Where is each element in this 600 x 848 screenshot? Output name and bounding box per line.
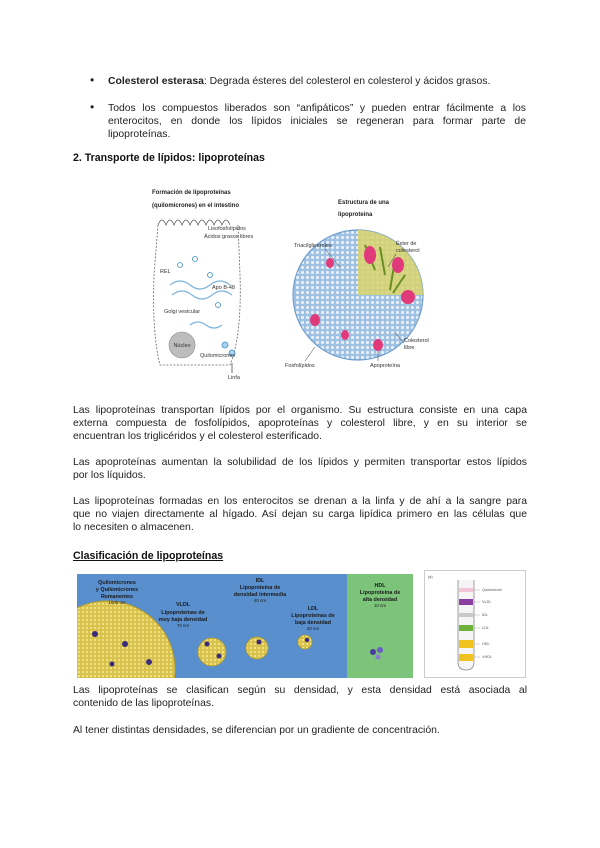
- paragraph-line: contenido de las lipoproteínas.: [73, 698, 214, 709]
- bullet-2-line: Todos los compuestos liberados son “anfipáticos” y pueden entrar fácilmente a los: [108, 103, 526, 114]
- figure-density-gradient: [424, 570, 526, 678]
- apoprotein-blob: [326, 258, 334, 268]
- idl-label-3: densidad intermedia: [233, 592, 287, 598]
- label-acidos-grasos: Ácidos grasos libres: [204, 234, 254, 240]
- apoprotein-blob: [392, 257, 404, 273]
- hdl-label-1: HDL: [374, 583, 386, 589]
- band-idl: [459, 613, 473, 617]
- vldl-label-1: VLDL: [175, 602, 191, 608]
- fig1-left-title-2: (quilomicrones) en el intestino: [152, 203, 240, 209]
- label-quilomicrones: Quilomicrones: [200, 353, 236, 359]
- paragraph-apoproteinas: [73, 456, 527, 482]
- paragraph-line: Las lipoproteínas formadas en los enterocitos se drenan a la linfa y de ahí a la sangre para: [73, 496, 527, 507]
- lipid-droplet: [178, 263, 183, 268]
- bullet-2-line: enterocitos, en donde los lípidos iniciales se regeneran para formar parte de: [108, 116, 526, 127]
- label-colesterol-libre-1: Colesterol: [404, 338, 429, 344]
- label-triacilgliceroles: Triacilgliceroles: [294, 243, 332, 249]
- apoprotein-blob: [310, 314, 320, 326]
- apoprotein-dot: [305, 638, 309, 642]
- apoprotein-dot: [146, 659, 152, 665]
- figure-lipoprotein-formation-structure: [150, 185, 455, 380]
- band-label-ldl: LDL: [482, 626, 489, 630]
- label-apo-b48: Apo B-48: [212, 285, 235, 291]
- tube-tag: (a): [428, 575, 433, 579]
- idl-sphere: [246, 637, 268, 659]
- paragraph-line: encuentran los triglicéridos y el colesterol esterificado.: [73, 431, 322, 442]
- apoprotein-blob: [373, 339, 383, 351]
- band-quilomicron: [459, 588, 473, 592]
- lipid-droplet: [216, 303, 221, 308]
- hdl-size: 10 nm: [373, 603, 387, 608]
- bullet-1: [108, 75, 538, 88]
- fig1-left-title-1: Formación de lipoproteínas: [152, 190, 231, 196]
- band-label-vldl: VLDL: [482, 600, 492, 604]
- enterocyte-diagram: [152, 190, 253, 380]
- lipoprotein-structure: [285, 200, 429, 369]
- paragraph-line: Las lipoproteínas transportan lípidos por el organismo. Su estructura consiste en una capa: [73, 405, 527, 416]
- term-colesterol-esterasa: Colesterol esterasa: [108, 76, 204, 87]
- band-vhdl: [459, 654, 473, 661]
- band-label-quilomicron: Quilomicrón: [482, 588, 503, 592]
- vldl-sphere: [198, 638, 226, 666]
- section-heading-clasificacion: Clasificación de lipoproteínas: [73, 550, 224, 562]
- figure-lipoprotein-classes: [77, 574, 413, 678]
- paragraph-line: que no viajen directamente al hígado. Así dejan su carga lipídica primero en las células que: [73, 509, 527, 520]
- hdl-label-3: alta densidad: [362, 597, 398, 603]
- ldl-label-2: Lipoproteínas de: [291, 613, 335, 619]
- paragraph-enterocitos: [73, 495, 527, 534]
- band-label-vhdl: VHDL: [482, 655, 493, 659]
- leader-line: [305, 347, 315, 361]
- quilo-size: 1000 nm: [108, 600, 126, 605]
- bullet-marker: •: [90, 73, 95, 87]
- paragraph-estructura: [73, 404, 527, 443]
- section-heading-transporte: 2. Transporte de lípidos: lipoproteínas: [73, 152, 265, 164]
- hdl-label-2: Lipoproteína de: [359, 590, 401, 596]
- lipid-droplet: [193, 257, 198, 262]
- label-ester-colesterol-2: colesterol: [396, 248, 420, 254]
- label-lisofosfolipidos: Lisofosfolípidos: [208, 226, 246, 232]
- idl-size: 40 nm: [253, 598, 267, 603]
- idl-label-1: IDL: [255, 578, 265, 584]
- band-label-hdl: HDL: [482, 642, 490, 646]
- paragraph-line: lo necesiten o almacenen.: [73, 522, 194, 533]
- quilo-label-3: Remanentes: [100, 594, 134, 600]
- apoprotein-dot: [205, 642, 210, 647]
- label-linfa: Linfa: [228, 375, 240, 380]
- ldl-size: 20 nm: [306, 626, 320, 631]
- band-hdl: [459, 640, 473, 648]
- vldl-label-2: Lipoproteínas de: [161, 610, 205, 616]
- tube-frame: [425, 571, 526, 678]
- label-rel: REL: [160, 269, 171, 275]
- lipid-droplet: [208, 273, 213, 278]
- label-apoproteina: Apoproteína: [370, 363, 400, 369]
- bullet-1-text: : Degrada ésteres del colesterol en colesterol y ácidos grasos.: [203, 76, 491, 87]
- nucleus-label: Núcleo: [173, 343, 191, 349]
- bullet-2-line: lipoproteínas.: [108, 129, 171, 140]
- er-membrane: [172, 291, 232, 299]
- apoprotein-blob: [401, 290, 415, 304]
- paragraph-densidad: [73, 684, 527, 710]
- paragraph-line: por los líquidos.: [73, 470, 146, 481]
- bullet-2: [108, 102, 526, 141]
- ldl-label-1: LDL: [307, 606, 319, 612]
- band-label-idl: IDL: [482, 613, 488, 617]
- paragraph-line: Las lipoproteínas se clasifican según su densidad, y esta densidad está asociada al: [73, 685, 527, 696]
- apoprotein-dot: [257, 640, 262, 645]
- paragraph-gradiente: [73, 724, 527, 737]
- label-colesterol-libre-2: libre: [404, 345, 415, 351]
- label-golgi: Golgi vesicular: [164, 309, 201, 315]
- chylomicron-droplet: [222, 342, 228, 348]
- bullet-marker: •: [90, 100, 95, 114]
- quilo-label-2: y Quilomicrones: [95, 587, 139, 593]
- vldl-label-3: muy baja densidad: [158, 617, 208, 623]
- label-ester-colesterol-1: Éster de: [396, 241, 417, 247]
- band-vldl: [459, 599, 473, 605]
- apoprotein-dot: [92, 631, 98, 637]
- golgi-membrane: [190, 322, 222, 328]
- apoprotein-dot: [110, 662, 115, 667]
- paragraph-line: Las apoproteínas aumentan la solubilidad de los lípidos y permiten transportar estos lípidos: [73, 457, 527, 468]
- fig1-right-title-2: lipoproteína: [338, 212, 373, 218]
- idl-label-2: Lipoproteína de: [239, 585, 281, 591]
- microvilli: [158, 220, 230, 225]
- quilo-label-1: Quilomicrones: [98, 580, 136, 586]
- apoprotein-blob: [341, 330, 349, 340]
- apoprotein-dot: [122, 641, 128, 647]
- band-ldl: [459, 625, 473, 631]
- fig1-right-title-1: Estructura de una: [338, 200, 390, 206]
- label-fosfolipidos: Fosfolípidos: [285, 363, 315, 369]
- ldl-sphere: [298, 635, 312, 649]
- apoprotein-blob: [364, 246, 376, 264]
- apoprotein-dot: [217, 654, 222, 659]
- paragraph-line: externa compuesta de fosfolípidos, apoproteínas y colesterol libre, y en su interior se: [73, 418, 527, 429]
- ldl-label-3: baja densidad: [295, 620, 331, 626]
- vldl-size: 70 nm: [176, 623, 190, 628]
- paragraph-line: Al tener distintas densidades, se diferencian por un gradiente de concentración.: [73, 725, 440, 736]
